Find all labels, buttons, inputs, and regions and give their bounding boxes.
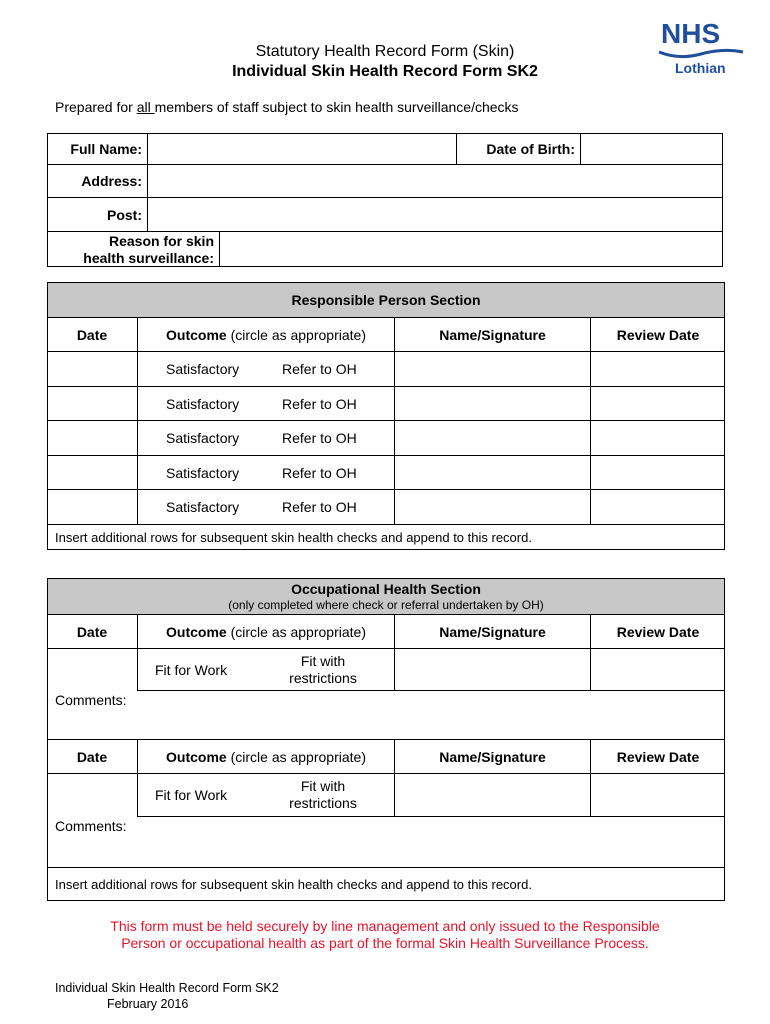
- full-name-field[interactable]: [148, 134, 456, 164]
- rp-outcome-header: Outcome (circle as appropriate): [166, 326, 366, 343]
- oh-comments-field[interactable]: [137, 691, 725, 739]
- post-field[interactable]: [148, 198, 723, 231]
- logo-wave-icon: [657, 48, 745, 60]
- outcome-refer-to-oh[interactable]: Refer to OH: [282, 395, 357, 412]
- oh-name-header: Name/Signature: [439, 623, 546, 640]
- footer-form-name: Individual Skin Health Record Form SK2: [55, 981, 279, 995]
- oh-comments-label: Comments:: [55, 692, 127, 708]
- dob-field[interactable]: [581, 134, 723, 164]
- outcome-satisfactory[interactable]: Satisfactory: [166, 430, 240, 446]
- logo-lothian-text: Lothian: [675, 60, 726, 76]
- oh-review-header: Review Date: [616, 748, 700, 765]
- logo-nhs-text: NHS: [661, 18, 721, 49]
- responsible-section-title: Responsible Person Section: [291, 292, 481, 308]
- outcome-satisfactory[interactable]: Satisfactory: [166, 464, 240, 481]
- outcome-refer-to-oh[interactable]: Refer to OH: [282, 361, 357, 377]
- outcome-satisfactory[interactable]: Satisfactory: [166, 361, 240, 377]
- rp-additional-rows-note: Insert additional rows for subsequent skin health checks and append to this record.: [55, 530, 532, 545]
- rp-date-header: Date: [76, 326, 108, 343]
- oh-additional-rows-note: Insert additional rows for subsequent skin health checks and append to this record.: [55, 877, 532, 892]
- reason-label: Reason for skin health surveillance:: [83, 232, 214, 266]
- rp-review-header: Review Date: [616, 326, 700, 343]
- reason-field[interactable]: [220, 232, 723, 267]
- form-title: Statutory Health Record Form (Skin): [255, 43, 515, 60]
- oh-outcome-header: Outcome (circle as appropriate): [166, 748, 366, 765]
- footer-date: February 2016: [107, 997, 189, 1011]
- outcome-fit-for-work[interactable]: Fit for Work: [155, 787, 228, 803]
- oh-review-header: Review Date: [616, 623, 700, 640]
- full-name-label: Full Name:: [70, 141, 142, 157]
- outcome-refer-to-oh[interactable]: Refer to OH: [282, 464, 357, 481]
- oh-section-subtitle: (only completed where check or referral undertaken by OH): [228, 597, 544, 612]
- outcome-refer-to-oh[interactable]: Refer to OH: [282, 430, 357, 446]
- oh-date-header: Date: [76, 748, 108, 765]
- security-notice: This form must be held securely by line management and only issued to the Responsible Person or occupational health as part of the formal Skin Health Surveillance Process.: [110, 918, 660, 951]
- post-label: Post:: [107, 206, 142, 223]
- outcome-fit-for-work[interactable]: Fit for Work: [155, 661, 228, 678]
- outcome-satisfactory[interactable]: Satisfactory: [166, 395, 240, 412]
- prepared-for-text: Prepared for all members of staff subject to skin health surveillance/checks: [55, 99, 519, 115]
- rp-name-header: Name/Signature: [439, 326, 546, 343]
- oh-section-title: Occupational Health Section: [291, 581, 481, 597]
- oh-date-header: Date: [76, 623, 108, 640]
- dob-label: Date of Birth:: [486, 141, 575, 157]
- outcome-refer-to-oh[interactable]: Refer to OH: [282, 499, 357, 515]
- oh-comments-label: Comments:: [55, 818, 127, 834]
- oh-comments-field[interactable]: [137, 817, 725, 867]
- outcome-fit-with-restrictions[interactable]: Fit with restrictions: [289, 778, 357, 811]
- form-subtitle: Individual Skin Health Record Form SK2: [232, 63, 538, 80]
- address-field[interactable]: [148, 165, 723, 197]
- address-label: Address:: [81, 173, 142, 189]
- nhs-lothian-logo: [655, 18, 747, 80]
- oh-name-header: Name/Signature: [439, 748, 546, 765]
- oh-outcome-header: Outcome (circle as appropriate): [166, 623, 366, 640]
- outcome-fit-with-restrictions[interactable]: Fit with restrictions: [289, 652, 357, 686]
- outcome-satisfactory[interactable]: Satisfactory: [166, 499, 240, 515]
